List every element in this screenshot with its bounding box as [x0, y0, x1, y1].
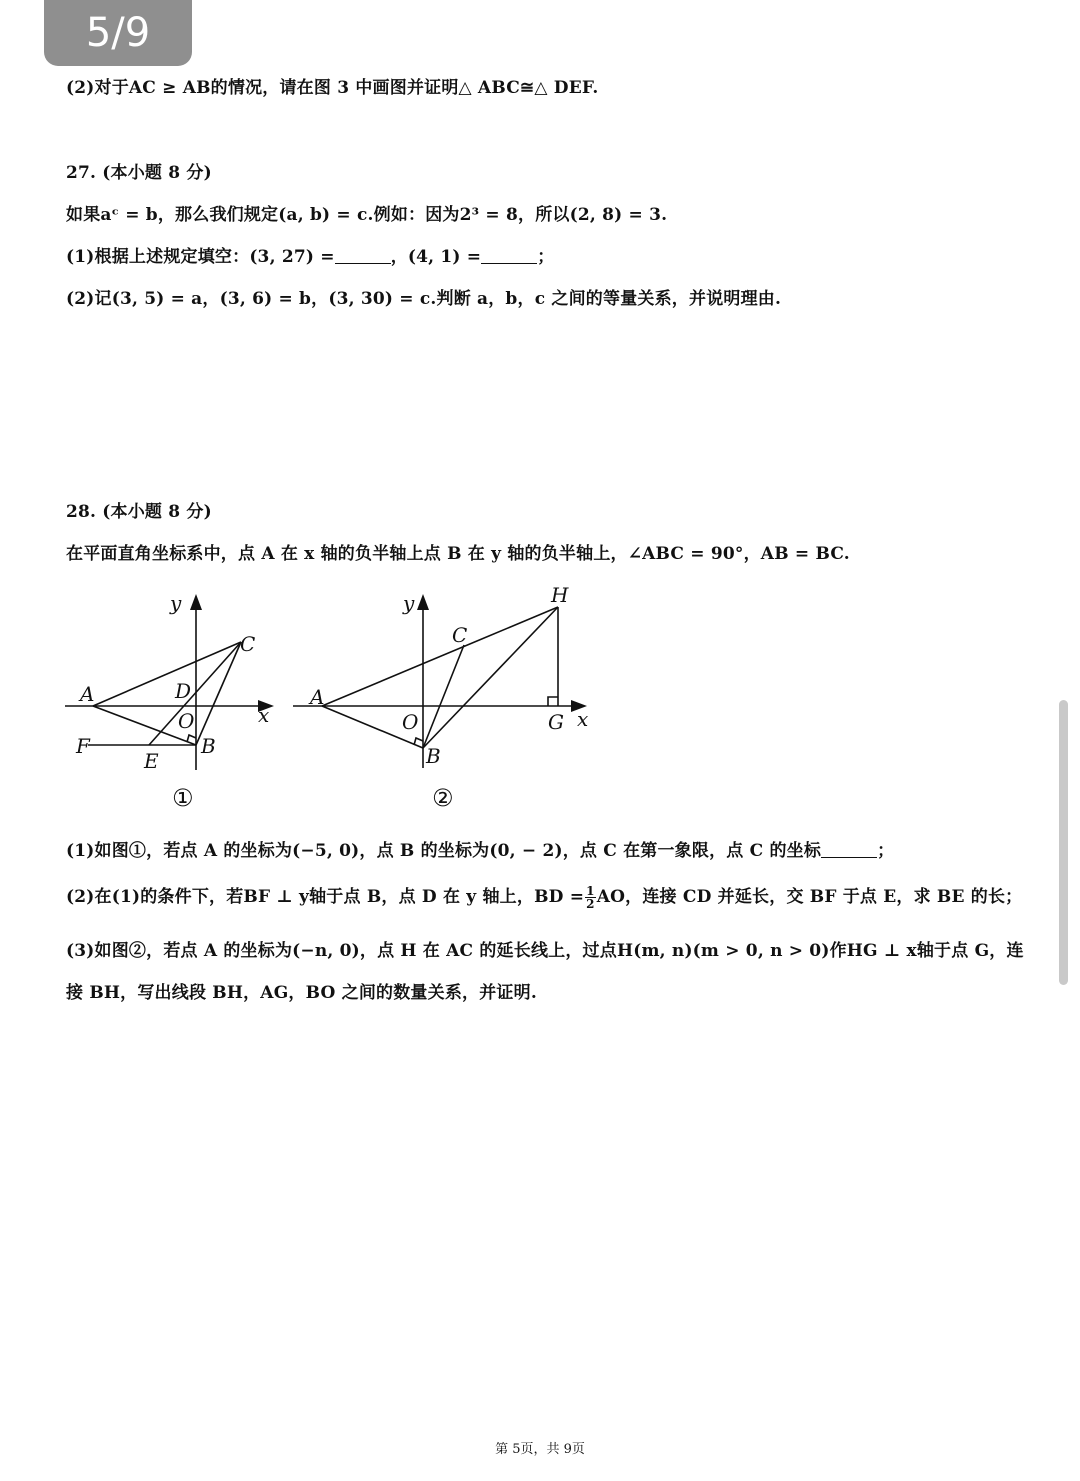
label-f: F [76, 734, 90, 758]
label-e: E [144, 749, 159, 773]
right-angle-mark-b [414, 738, 423, 745]
label-g: G [548, 710, 564, 734]
q27-p1-text-a: (1)根据上述规定填空：(3, 27) = [66, 247, 335, 267]
label-o: O [178, 709, 195, 733]
label-a: A [80, 682, 95, 706]
y-axis-arrow [417, 594, 429, 610]
label-c: C [452, 623, 468, 647]
question-27-heading: 27. (本小题 8 分) [66, 163, 212, 183]
label-h: H [551, 583, 569, 607]
figure-2-caption: ② [432, 784, 454, 812]
y-axis-arrow [190, 594, 202, 610]
figure-1 [60, 578, 290, 818]
label-y: y [403, 591, 415, 615]
vertical-scrollbar[interactable] [1059, 700, 1068, 985]
q28-p1-text: (1)如图①，若点 A 的坐标为(−5, 0)，点 B 的坐标为(0, − 2)，点 C 在第一象限，点 C 的坐标 [66, 841, 822, 861]
right-angle-mark-g [548, 697, 558, 706]
page-indicator: 5/9 [44, 0, 192, 66]
label-y: y [170, 591, 182, 615]
question-27-part-1 [66, 242, 554, 267]
segment-bh [423, 607, 558, 748]
label-x: x [258, 703, 270, 727]
answer-blank [821, 840, 877, 858]
question-28-statement: 在平面直角坐标系中，点 A 在 x 轴的负半轴上点 B 在 y 轴的负半轴上，∠ABC = 90°，AB = BC. [66, 544, 850, 564]
segment-ah [322, 607, 558, 706]
q28-p2-text-a: (2)在(1)的条件下，若BF ⊥ y轴于点 B，点 D 在 y 轴上，BD = [66, 887, 585, 907]
label-x: x [577, 707, 589, 731]
segment-bc [196, 642, 241, 745]
q28-p1-end: ； [877, 841, 895, 861]
label-d: D [175, 679, 192, 703]
q28-p2-text-b: AO，连接 CD 并延长，交 BF 于点 E，求 BE 的长； [596, 887, 1023, 907]
figure-1-caption: ① [172, 784, 194, 812]
segment-ce [149, 642, 241, 745]
label-c: C [240, 632, 256, 656]
fraction-numerator: 1 [586, 884, 595, 898]
label-b: B [426, 744, 441, 768]
question-28-part-1 [66, 836, 894, 861]
question-27-part-2: (2)记(3, 5) = a，(3, 6) = b，(3, 30) = c.判断 a，b，c 之间的等量关系，并说明理由. [66, 289, 782, 309]
segment-ac [93, 642, 241, 706]
label-b: B [201, 734, 216, 758]
question-28-heading: 28. (本小题 8 分) [66, 502, 212, 522]
answer-blank [481, 246, 537, 264]
page-footer: 第 5页，共 9页 [495, 1442, 585, 1457]
figure-2 [290, 578, 600, 818]
fraction-denominator: 2 [586, 897, 595, 911]
answer-blank [335, 246, 391, 264]
question-28-part-3: (3)如图②，若点 A 的坐标为(−n, 0)，点 H 在 AC 的延长线上，过点H(m, n)(m > 0, n > 0)作HG ⊥ x轴于点 G，连 [66, 941, 1024, 961]
question-28-part-3-cont: 接 BH，写出线段 BH，AG，BO 之间的数量关系，并证明. [66, 983, 537, 1003]
question-27-definition: 如果aᶜ = b，那么我们规定(a, b) = c.例如：因为2³ = 8，所以(2, 8) = 3. [66, 205, 668, 225]
q27-p1-text-c: ； [537, 247, 555, 267]
right-angle-mark [187, 735, 196, 742]
label-o: O [402, 710, 419, 734]
question-26-part-2: (2)对于AC ≥ AB的情况，请在图 3 中画图并证明△ ABC≅△ DEF. [66, 78, 599, 98]
label-a: A [310, 685, 325, 709]
q27-p1-text-b: ，(4, 1) = [390, 247, 482, 267]
question-28-part-2 [66, 882, 1022, 910]
fraction-one-half [585, 885, 596, 910]
